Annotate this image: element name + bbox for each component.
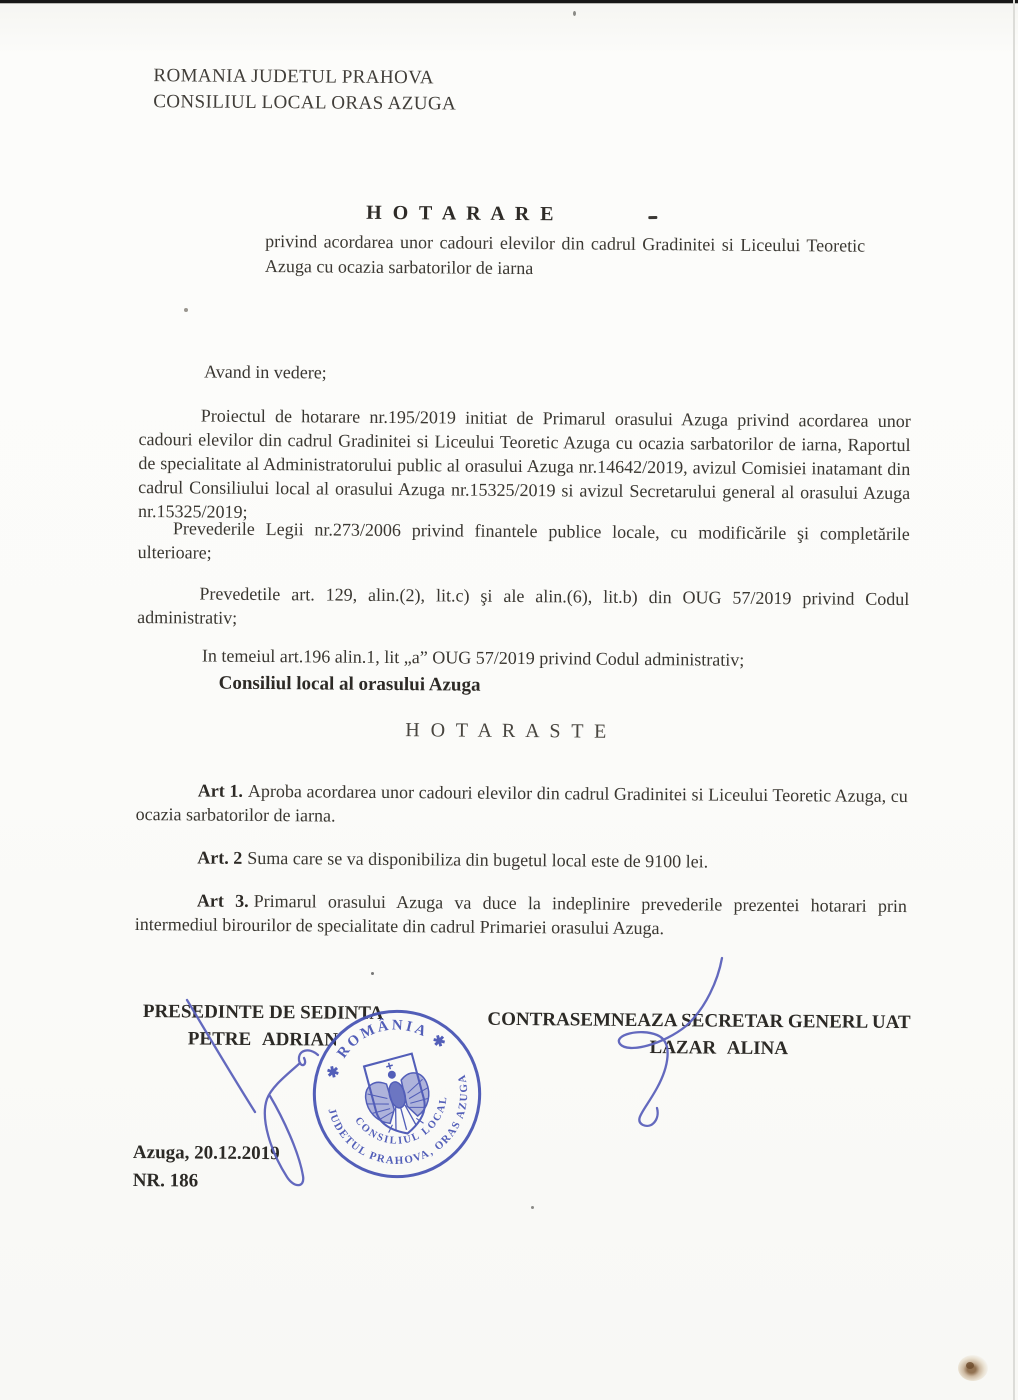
article-2-text: Suma care se va disponibiliza din bugetul local este de 9100 lei. <box>247 847 709 872</box>
article-1-text: Aproba acordarea unor cadouri elevilor din cadrul Gradinitei si Liceului Teoretic Azuga, cu ocazia sarbatorilor de iarna. <box>135 780 908 826</box>
preamble-paragraph-1: Proiectul de hotarare nr.195/2019 initiat de Primarul orasului Azuga privind acordarea unor cadouri elevilor din cadrul Gradinitei si Liceului Teoretic Azuga cu ocazia sarbatorilor de iarna, Raportul de specialitate al Administratorului public al orasului Azuga nr.14642/2019, avizul Comisiei inatamant din cadrul Consiliului local al orasului Azuga nr.15325/2019 si avizul Secretarului general al orasului Azuga nr.15325/2019; <box>137 405 911 522</box>
preamble-paragraph-2: Prevederile Legii nr.273/2006 privind finantele publice locale, cu modificările şi completările ulterioare; <box>137 518 910 563</box>
official-round-stamp <box>302 999 492 1189</box>
preamble-paragraph-4: In temeiul art.196 alin.1, lit „a” OUG 57/2019 privind Codul administrativ; <box>201 645 745 670</box>
preamble-paragraph-3: Prevedetile art. 129, alin.(2), lit.c) şi ale alin.(6), lit.b) din OUG 57/2019 privind Codul administrativ; <box>137 583 910 628</box>
article-2-label: Art. 2 <box>197 847 243 868</box>
decision-title: H O T A R A S T E <box>405 719 610 743</box>
scan-speck <box>371 972 374 975</box>
secretary-title: CONTRASEMNEAZA SECRETAR GENERL UAT <box>487 1008 911 1034</box>
scan-speck <box>184 308 188 312</box>
document-subtitle: privind acordarea unor cadouri elevilor din cadrul Gradinitei si Liceului Teoretic Azuga cu ocazia sarbatorilor de iarna <box>264 230 866 279</box>
stamp-county-arc: JUDETUL PRAHOVA, ORAS AZUGA <box>325 1072 471 1167</box>
president-name: PETRE ADRIAN <box>187 1028 338 1051</box>
scan-speck <box>573 11 576 16</box>
document-number: NR. 186 <box>132 1169 199 1192</box>
letterhead-line1: ROMANIA JUDETUL PRAHOVA <box>153 65 435 89</box>
article-1 <box>136 778 908 832</box>
sepia-stain <box>958 1355 988 1381</box>
place-and-date: Azuga, 20.12.2019 <box>132 1141 280 1165</box>
stray-dash-mark <box>648 216 657 219</box>
president-title: PRESEDINTE DE SEDINTA <box>142 1001 384 1024</box>
preamble-lead: Avand in vedere; <box>204 361 327 383</box>
article-1-label: Art 1. <box>197 780 243 801</box>
scan-speck <box>531 1206 534 1209</box>
stamp-council-arc: CONSILIUL LOCAL <box>352 1094 450 1147</box>
letterhead-line2: CONSILIUL LOCAL ORAS AZUGA <box>153 91 457 115</box>
signature-block-secretary <box>480 1006 918 1063</box>
article-3-label: Art 3. <box>196 890 249 911</box>
article-3 <box>135 888 907 942</box>
letterhead <box>153 63 456 117</box>
document-title: H O T A R A R E <box>366 201 557 226</box>
footer-block <box>133 1139 280 1196</box>
svg-text:✱ ROMÂNIA ✱ <box>314 1002 452 1084</box>
deciding-body-label: Consiliul local al orasului Azuga <box>218 672 481 696</box>
secretary-name: LAZAR ALINA <box>649 1037 789 1060</box>
article-2 <box>135 845 907 875</box>
stamp-country-arc: ✱ ROMÂNIA ✱ <box>324 1017 451 1081</box>
article-3-text: Primarul orasului Azuga va duce la indeplinire prevederile prezentei hotarari prin intermediul birourilor de specialitate din cadrul Primariei orasului Azuga. <box>134 890 908 939</box>
sepia-stain-core <box>966 1362 974 1369</box>
